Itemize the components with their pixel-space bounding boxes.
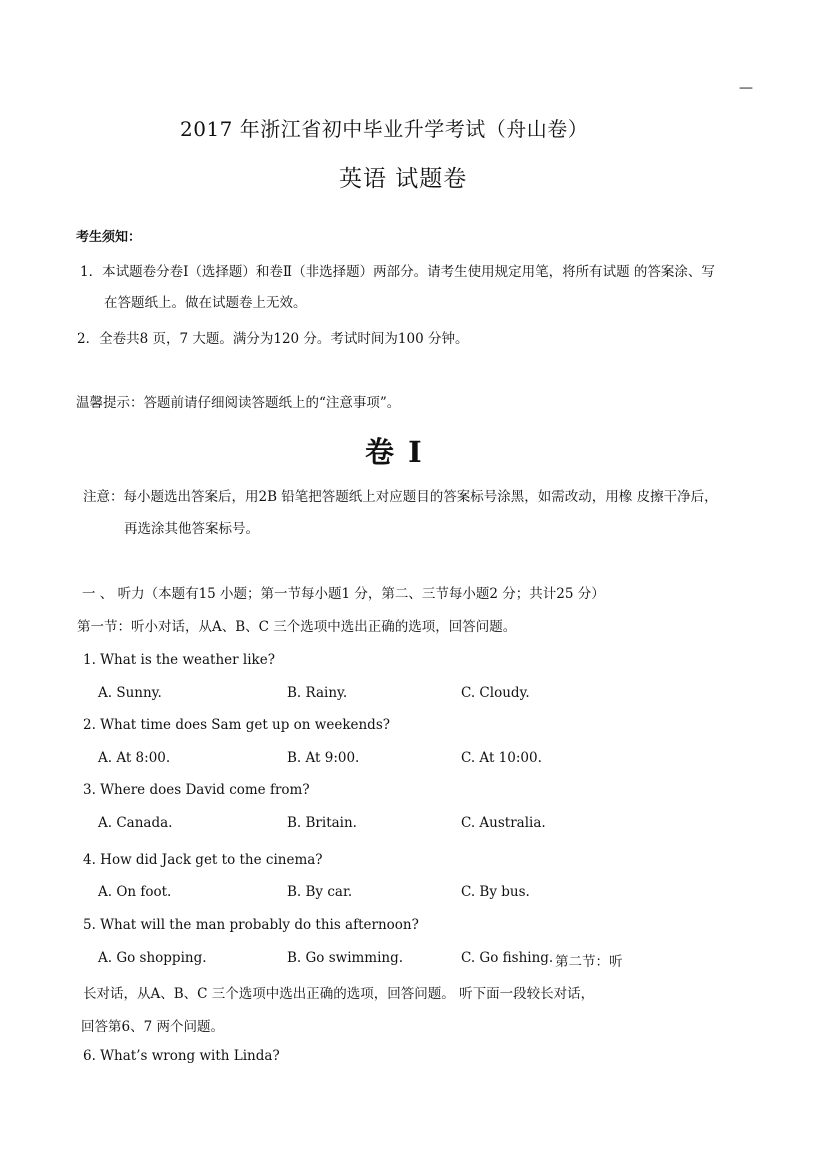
question-2-option-b: B. At 9:00. xyxy=(287,750,360,766)
section-2-instruction-line-2: 回答第6、7 两个问题。 xyxy=(81,1019,224,1035)
volume-heading: 卷 Ⅰ xyxy=(365,435,424,469)
question-4: 4. How did Jack get to the cinema? xyxy=(83,852,323,868)
notice-heading: 考生须知： xyxy=(76,230,142,245)
question-2: 2. What time does Sam get up on weekends? xyxy=(83,717,390,733)
notice-item-2: 2．全卷共8 页，7 大题。满分为120 分。考试时间为100 分钟。 xyxy=(77,331,469,347)
question-3-option-a: A. Canada. xyxy=(98,815,173,831)
question-5-option-a: A. Go shopping. xyxy=(98,950,207,966)
section-2-instruction-line-1: 长对话，从A、B、C 三个选项中选出正确的选项，回答问题。 听下面一段较长对话， xyxy=(83,986,595,1002)
question-2-option-c: C. At 10:00. xyxy=(461,750,542,766)
section-2-heading-start: 第二节：听 xyxy=(555,954,623,970)
question-4-option-c: C. By bus. xyxy=(461,884,530,900)
question-3-option-b: B. Britain. xyxy=(287,815,357,831)
question-1: 1. What is the weather like? xyxy=(83,652,275,668)
question-2-option-a: A. At 8:00. xyxy=(98,750,171,766)
section-1-part-1-instruction: 第一节：听小对话，从A、B、C 三个选项中选出正确的选项，回答问题。 xyxy=(77,619,517,635)
question-3-option-c: C. Australia. xyxy=(461,815,546,831)
exam-subtitle: 英语 试题卷 xyxy=(339,166,468,192)
question-3: 3. Where does David come from? xyxy=(83,782,310,798)
volume-note-line-1: 注意：每小题选出答案后，用2B 铅笔把答题纸上对应题目的答案标号涂黑，如需改动，用橡 皮擦干净后， xyxy=(83,489,718,505)
question-1-option-a: A. Sunny. xyxy=(98,685,162,701)
notice-item-1-line-1: 1．本试题卷分卷Ⅰ（选择题）和卷Ⅱ（非选择题）两部分。请考生使用规定用笔，将所有试题 的答案涂、写 xyxy=(80,264,715,280)
notice-item-1-line-2: 在答题纸上。做在试题卷上无效。 xyxy=(104,295,307,311)
exam-title: 2017 年浙江省初中毕业升学考试（舟山卷） xyxy=(180,117,589,141)
volume-note-line-2: 再选涂其他答案标号。 xyxy=(124,521,259,537)
question-4-option-b: B. By car. xyxy=(287,884,353,900)
question-5-option-c: C. Go fishing. xyxy=(461,950,554,966)
question-6: 6. What’s wrong with Linda? xyxy=(83,1048,280,1064)
question-1-option-b: B. Rainy. xyxy=(287,685,348,701)
corner-mark: — xyxy=(739,80,753,96)
question-5-option-b: B. Go swimming. xyxy=(287,950,404,966)
question-5: 5. What will the man probably do this afternoon? xyxy=(83,917,419,933)
section-1-heading: 一 、 听力（本题有15 小题；第一节每小题1 分，第二、三节每小题2 分；共计25 分） xyxy=(82,586,605,602)
question-1-option-c: C. Cloudy. xyxy=(461,685,530,701)
reminder-tip: 温馨提示：答题前请仔细阅读答题纸上的“注意事项”。 xyxy=(76,395,401,411)
question-4-option-a: A. On foot. xyxy=(98,884,172,900)
